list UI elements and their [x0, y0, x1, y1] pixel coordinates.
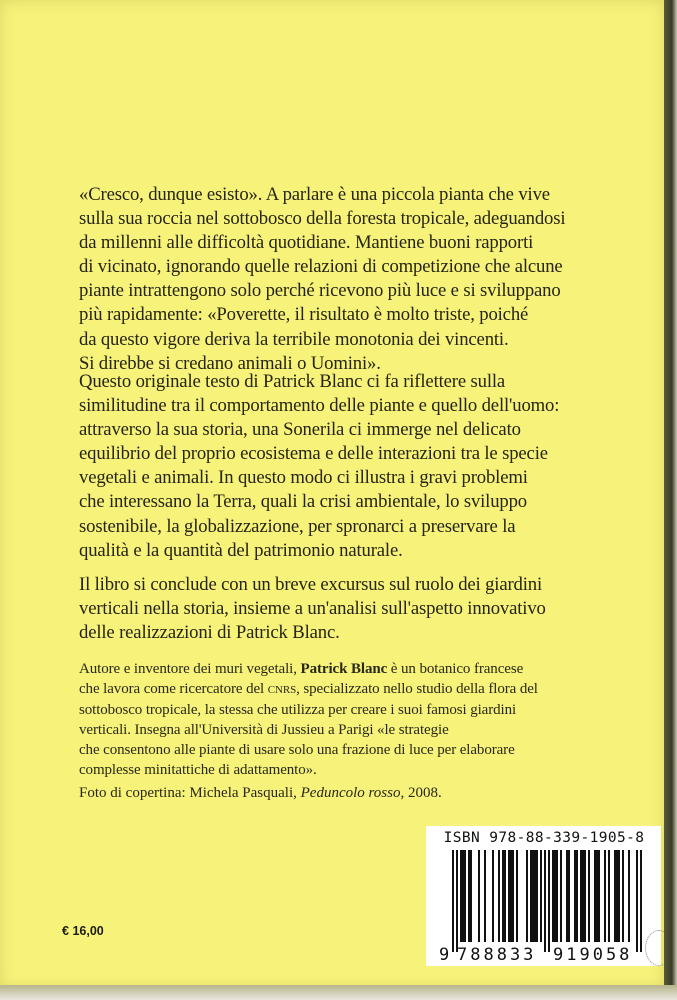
barcode-bar — [554, 850, 556, 942]
barcode-bar — [556, 850, 558, 942]
isbn-barcode — [426, 826, 661, 966]
barcode-digits-right: 919058 — [553, 945, 633, 965]
blurb-line: similitudine tra il comportamento delle piante e quello dell'uomo: — [79, 395, 560, 417]
barcode-bar — [588, 850, 590, 942]
bio-text: , specializzato nello studio della flora del — [296, 681, 538, 698]
blurb-paragraph-3 — [79, 573, 579, 645]
barcode-bar — [508, 850, 510, 942]
cover-photo-credit — [79, 785, 442, 802]
blurb-line: Si direbbe si credano animali o Uomini». — [79, 352, 381, 374]
price-amount: 16,00 — [72, 924, 104, 938]
barcode-graphic — [426, 826, 661, 966]
barcode-bar — [628, 850, 630, 942]
blurb-line: equilibrio del proprio ecosistema e delle interazioni tra le specie — [79, 443, 548, 465]
barcode-bar — [456, 850, 458, 952]
barcode-bar — [566, 850, 568, 942]
cnrs-acronym: cnrs — [267, 681, 297, 698]
barcode-bar — [492, 850, 494, 942]
bio-line: sottobosco tropicale, la stessa che utilizza per creare i suoi famosi giardini — [79, 701, 517, 718]
bio-line — [79, 679, 599, 699]
barcode-bar — [594, 850, 596, 942]
barcode-bar — [498, 850, 500, 942]
bio-line: complesse minitattiche di adattamento». — [79, 762, 317, 779]
price-label — [62, 924, 104, 938]
isbn-label: ISBN 978-88-339-1905-8 — [443, 830, 645, 846]
barcode-bar — [536, 850, 538, 942]
barcode-bar — [462, 850, 464, 942]
blurb-line: Questo originale testo di Patrick Blanc ci fa riflettere sulla — [79, 371, 506, 392]
barcode-digit-first: 9 — [439, 945, 450, 965]
barcode-bar — [452, 850, 454, 952]
barcode-bar — [580, 850, 582, 942]
book-bottom-edge — [0, 985, 677, 1000]
blurb-line: qualità e la quantità del patrimonio naturale. — [79, 539, 403, 561]
barcode-bar — [616, 850, 618, 942]
blurb-line: piante intrattengono solo perché ricevono più luce e si sviluppano — [79, 280, 561, 302]
bio-line: che consentono alle piante di usare solo una frazione di luce per elaborare — [79, 742, 515, 759]
barcode-bar — [478, 850, 480, 942]
barcode-bar — [512, 850, 514, 942]
barcode-bar — [460, 850, 462, 942]
barcode-bar — [614, 850, 616, 942]
currency-symbol: € — [62, 924, 69, 938]
blurb-paragraph-2 — [79, 370, 579, 563]
credit-title: Peduncolo rosso — [300, 785, 401, 801]
bio-text: Autore e inventore dei muri vegetali, — [79, 661, 301, 677]
barcode-bar — [464, 850, 466, 942]
barcode-bar — [532, 850, 534, 942]
barcode-bar — [560, 850, 562, 942]
barcode-bar — [568, 850, 570, 942]
barcode-bar — [618, 850, 620, 942]
barcode-bar — [576, 850, 578, 942]
blurb-line: «Cresco, dunque esisto». A parlare è una piccola pianta che vive — [79, 184, 550, 205]
barcode-bar — [534, 850, 536, 942]
barcode-bar — [540, 850, 542, 942]
blurb-line: da millenni alle difficoltà quotidiane. Mantiene buoni rapporti — [79, 232, 534, 254]
barcode-digits-left: 788833 — [457, 945, 537, 965]
barcode-bar — [530, 850, 532, 942]
barcode-bar — [596, 850, 598, 942]
barcode-bar — [636, 850, 638, 952]
blurb-line: vegetali e animali. In questo modo ci illustra i gravi problemi — [79, 467, 528, 489]
barcode-bar — [584, 850, 586, 942]
author-name: Patrick Blanc — [300, 661, 388, 677]
barcode-bar — [640, 850, 642, 952]
book-spine-edge — [664, 0, 677, 1000]
blurb-line: sulla sua roccia nel sottobosco della foresta tropicale, adeguandosi — [79, 208, 566, 230]
credit-suffix: , 2008. — [400, 785, 442, 801]
barcode-bars — [452, 850, 642, 952]
blurb-line: delle realizzazioni di Patrick Blanc. — [79, 622, 340, 644]
barcode-bar — [604, 850, 606, 942]
blurb-paragraph-1 — [79, 183, 579, 376]
barcode-bar — [582, 850, 584, 942]
barcode-bar — [470, 850, 472, 942]
blurb-line: Il libro si conclude con un breve excursus sul ruolo dei giardini — [79, 574, 543, 595]
blurb-line: verticali nella storia, insieme a un'analisi sull'aspetto innovativo — [79, 598, 546, 620]
barcode-bar — [516, 850, 518, 942]
author-bio — [79, 659, 599, 781]
bio-text: è un botanico francese — [387, 661, 524, 677]
barcode-bar — [504, 850, 506, 942]
barcode-bar — [552, 850, 554, 942]
blurb-line: di vicinato, ignorando quelle relazioni di competizione che alcune — [79, 256, 563, 278]
blurb-line: attraverso la sua storia, una Sonerila ci immerge nel delicato — [79, 419, 521, 441]
barcode-bar — [574, 850, 576, 942]
blurb-line: da questo vigore deriva la terribile monotonia dei vincenti. — [79, 328, 509, 350]
barcode-bar — [598, 850, 600, 942]
barcode-bar — [468, 850, 470, 942]
bio-line: verticali. Insegna all'Università di Jussieu a Parigi «le strategie — [79, 721, 449, 738]
barcode-bar — [544, 850, 546, 952]
barcode-bar — [502, 850, 504, 942]
bio-line — [79, 659, 599, 679]
barcode-bar — [484, 850, 486, 942]
blurb-line: sostenibile, la globalizzazione, per spronarci a preservare la — [79, 515, 516, 537]
blurb-line: più rapidamente: «Poverette, il risultato è molto triste, poiché — [79, 304, 529, 326]
credit-prefix: Foto di copertina: Michela Pasquali, — [79, 785, 301, 801]
barcode-bar — [622, 850, 624, 942]
barcode-bar — [548, 850, 550, 952]
bio-text: che lavora come ricercatore del — [79, 681, 268, 698]
blurb-line: che interessano la Terra, quali la crisi ambientale, lo sviluppo — [79, 491, 527, 513]
barcode-bar — [510, 850, 512, 942]
barcode-bar — [526, 850, 528, 942]
barcode-bar — [608, 850, 610, 942]
